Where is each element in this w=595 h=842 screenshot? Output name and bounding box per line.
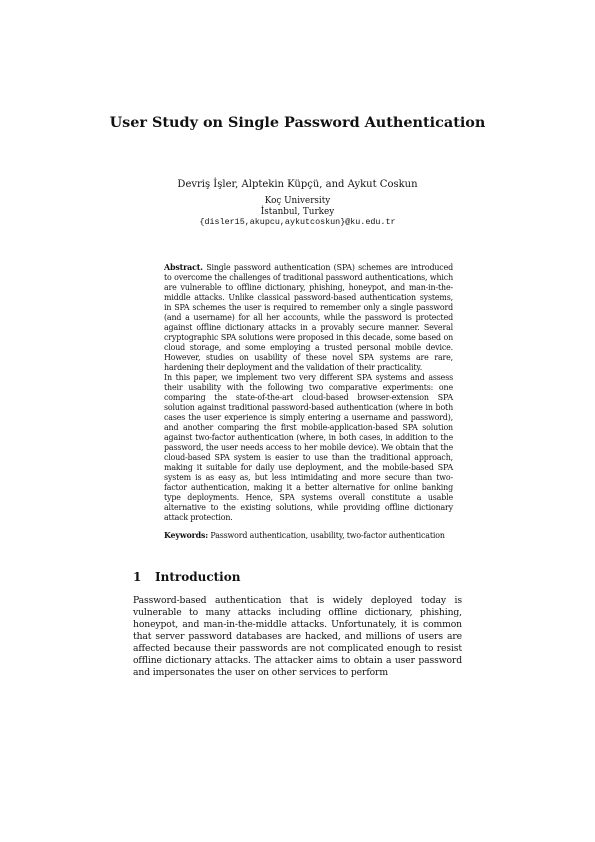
section-heading-introduction [133, 570, 473, 584]
keywords-text: Password authentication, usability, two-factor authentication [210, 531, 445, 540]
abstract-paragraph-1 [164, 263, 453, 373]
keywords [164, 531, 453, 541]
affiliation-institution: Koç University [264, 196, 331, 206]
keywords-label: Keywords: [164, 531, 209, 540]
abstract [164, 263, 453, 523]
affiliation-email[interactable]: {disler15,akupcu,aykutcoskun}@ku.edu.tr [199, 217, 396, 228]
abstract-paragraph-2: In this paper, we implement two very different SPA systems and assess their usability with the following two comparative experiments: one comparing the state-of-the-art cloud-based browser-extension SPA solution against traditional password-based authentication (where in both cases the user experience is simply entering a username and password), and another comparing the first mobile-application-based SPA solution against two-factor authentication (where, in both cases, in addition to the password, the user needs access to her mobile device). We obtain that the cloud-based SPA system is easier to use than the traditional approach, making it suitable for daily use deployment, and the mobile-based SPA system is as easy as, but less intimidating and more secure than two-factor authentication, making it a better alternative for online banking type deployments. Hence, SPA systems overall constitute a usable alternative to the existing solutions, while providing offline dictionary attack protection. [164, 373, 453, 522]
introduction-body [133, 595, 462, 679]
introduction-paragraph: Password-based authentication that is widely deployed today is vulnerable to many attacks including offline dictionary, phishing, honeypot, and man-in-the-middle attacks. Unfortunately, it is common that server password databases are hacked, and millions of users are affected because their passwords are not complicated enough to resist offline dictionary attacks. The attacker aims to obtain a user password and impersonates the user on other services to perform [133, 595, 462, 678]
affiliation-block [0, 196, 595, 228]
section-title: Introduction [155, 570, 241, 584]
author-list: Devriş İşler, Alptekin Küpçü, and Aykut Coskun [177, 179, 418, 190]
paper-title: User Study on Single Password Authentication [109, 114, 486, 131]
section-number: 1 [133, 570, 142, 584]
affiliation-location: İstanbul, Turkey [260, 206, 335, 217]
abstract-text-1: Single password authentication (SPA) schemes are introduced to overcome the challenges of traditional password authentications, which are vulnerable to offline dictionary, phishing, honeypot, and man-in-the-middle attacks. Unlike classical password-based authentication systems, in SPA schemes the user is required to remember only a single password (and a username) for all her accounts, while the password is protected against offline dictionary attacks in a provably secure manner. Several cryptographic SPA solutions were proposed in this decade, some based on cloud storage, and some employing a trusted personal mobile device. However, studies on usability of these novel SPA systems are rare, hardening their deployment and the validation of their practicality. [164, 263, 454, 372]
abstract-label: Abstract. [164, 263, 203, 272]
